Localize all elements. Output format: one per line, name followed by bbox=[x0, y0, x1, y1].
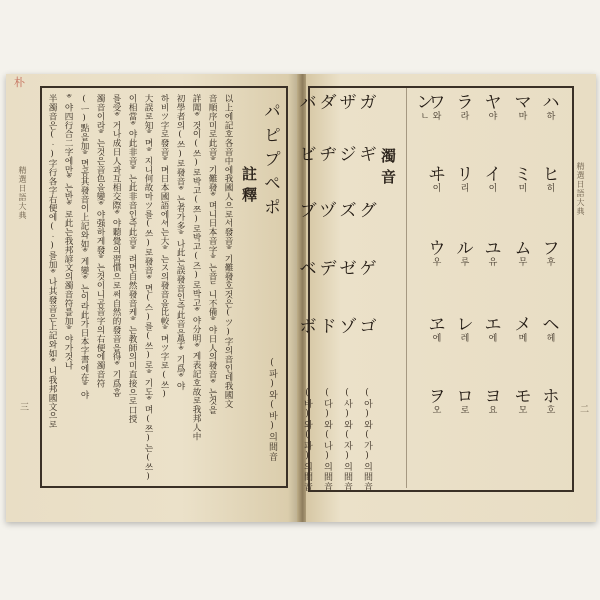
dakuon-cell bbox=[338, 318, 358, 336]
hangul-reading: 유 bbox=[488, 258, 498, 268]
kana-glyph: ワ bbox=[428, 93, 446, 113]
kana-glyph: モ bbox=[514, 387, 532, 407]
hangul-reading: 이 bbox=[488, 184, 498, 194]
kana-glyph: ヅ bbox=[319, 201, 337, 221]
seion-cell bbox=[482, 388, 504, 416]
kana-glyph: リ bbox=[456, 165, 474, 185]
body-line: 하비ツ字로發音ᄒ며日本國語에셔는大ᄒ는ス의發音을比較ᄒ며ツ字로(쓰) bbox=[159, 94, 169, 400]
hangul-reading: 와 bbox=[432, 112, 442, 122]
hangul-reading: 야 bbox=[488, 112, 498, 122]
kana-glyph: ゼ bbox=[339, 259, 357, 279]
open-book bbox=[6, 74, 596, 522]
dakuon-cell bbox=[358, 260, 378, 278]
seion-cell bbox=[540, 240, 562, 268]
seion-cell bbox=[512, 166, 534, 194]
dakuon-label: (바)와(파)의間音 bbox=[302, 388, 312, 492]
kana-glyph: ヱ bbox=[428, 315, 446, 335]
hangul-reading: 모 bbox=[518, 406, 528, 416]
hangul-reading: 호 bbox=[546, 406, 556, 416]
seion-cell bbox=[482, 94, 504, 122]
kana-glyph: ヘ bbox=[542, 315, 560, 335]
seion-cell bbox=[512, 316, 534, 344]
pa-row-title: パピプペポ bbox=[260, 102, 280, 222]
hangul-reading: 히 bbox=[546, 184, 556, 194]
kana-glyph: ル bbox=[456, 239, 474, 259]
dakuon-label: (다)와(나)의間音 bbox=[322, 388, 332, 492]
hangul-reading: 레 bbox=[460, 334, 470, 344]
dakuon-label: (사)와(자)의間音 bbox=[342, 388, 352, 492]
seion-cell bbox=[454, 94, 476, 122]
dakuon-cell bbox=[318, 318, 338, 336]
hangul-reading: 요 bbox=[488, 406, 498, 416]
seion-cell bbox=[482, 166, 504, 194]
kana-glyph: ド bbox=[319, 317, 337, 337]
seion-cell bbox=[414, 94, 436, 122]
kana-glyph: バ bbox=[299, 93, 317, 113]
dakuon-cell bbox=[338, 260, 358, 278]
body-line: 를受ᄒ거나成日人과互相交際ᄒ야聽覺의習慣으로써自然的發音을得ᄒ기爲홈 bbox=[111, 94, 121, 397]
kana-glyph: ハ bbox=[542, 93, 560, 113]
hangul-reading: 이 bbox=[432, 184, 442, 194]
seion-cell bbox=[454, 316, 476, 344]
hangul-reading: 오 bbox=[432, 406, 442, 416]
kana-glyph: ダ bbox=[319, 93, 337, 113]
dakuon-cell bbox=[338, 94, 358, 112]
hangul-reading: 미 bbox=[518, 184, 528, 194]
kana-table-frame bbox=[299, 86, 574, 492]
hangul-reading: 루 bbox=[460, 258, 470, 268]
kana-glyph: ラ bbox=[456, 93, 474, 113]
dakuon-cell bbox=[318, 202, 338, 220]
hangul-reading: 에 bbox=[432, 334, 442, 344]
kana-glyph: イ bbox=[484, 165, 502, 185]
kana-glyph: ホ bbox=[542, 387, 560, 407]
kana-glyph: ヲ bbox=[428, 387, 446, 407]
hangul-reading: 로 bbox=[460, 406, 470, 416]
dakuon-cell bbox=[298, 94, 318, 112]
kana-glyph: ゾ bbox=[339, 317, 357, 337]
pa-row-label: (파)와(바)의間音 bbox=[267, 358, 277, 462]
left-page-number: 三 bbox=[18, 402, 28, 411]
kana-glyph: ム bbox=[514, 239, 532, 259]
seion-cell bbox=[454, 388, 476, 416]
dakuon-cell bbox=[338, 202, 358, 220]
body-line: 大誤로知ᄒ며ᄒ지니何故마ツ를(쓰)로發音ᄒ면(스)를(쓰)로ᄒ기도ᄒ며(쯔)는(쓰) bbox=[143, 94, 153, 482]
hangul-reading: 하 bbox=[546, 112, 556, 122]
kana-glyph: ズ bbox=[339, 201, 357, 221]
owner-stamp: 朴 bbox=[14, 76, 25, 89]
kana-glyph: ガ bbox=[359, 93, 377, 113]
left-running-head: 精選日語大典 bbox=[18, 166, 27, 220]
kana-glyph: ギ bbox=[359, 145, 377, 165]
kana-glyph: ビ bbox=[299, 145, 317, 165]
kana-glyph: ミ bbox=[514, 165, 532, 185]
kana-glyph: ボ bbox=[299, 317, 317, 337]
dakuon-cell bbox=[318, 260, 338, 278]
seion-cell bbox=[426, 316, 448, 344]
right-running-head: 精選日語大典 bbox=[576, 162, 585, 216]
hangul-reading: 헤 bbox=[546, 334, 556, 344]
seion-cell bbox=[426, 240, 448, 268]
seion-cell bbox=[540, 316, 562, 344]
kana-glyph: メ bbox=[514, 315, 532, 335]
kana-glyph: ベ bbox=[299, 259, 317, 279]
seion-cell bbox=[512, 388, 534, 416]
dakuon-cell bbox=[298, 202, 318, 220]
kana-glyph: ユ bbox=[484, 239, 502, 259]
dakuon-cell bbox=[358, 94, 378, 112]
body-line: 音順序미로此音ᄒ기難發ᄒ며니日本音字ᄒ는音ᄃ니不備ᄒ야日人의發音ᄒ는것을 bbox=[207, 94, 217, 415]
dakuon-cell bbox=[358, 318, 378, 336]
seion-cell bbox=[426, 166, 448, 194]
dakuon-cell bbox=[298, 318, 318, 336]
kana-glyph: ウ bbox=[428, 239, 446, 259]
right-page bbox=[299, 74, 596, 522]
kana-glyph: フ bbox=[542, 239, 560, 259]
dakuon-cell bbox=[338, 146, 358, 164]
body-line: 이相當ᄒ야此非音ᄒ는此非音인즉此音ᄒ려면自然發音케ᄒ는教師의미直接으로口授 bbox=[127, 94, 137, 424]
kana-glyph: ゲ bbox=[359, 259, 377, 279]
kana-glyph: ゴ bbox=[359, 317, 377, 337]
left-text-frame bbox=[40, 86, 288, 488]
seion-cell bbox=[454, 166, 476, 194]
seion-cell bbox=[482, 316, 504, 344]
kana-glyph: ヰ bbox=[428, 165, 446, 185]
dakuon-cell bbox=[298, 146, 318, 164]
kana-glyph: マ bbox=[514, 93, 532, 113]
kana-glyph: ヤ bbox=[484, 93, 502, 113]
hangul-reading: 마 bbox=[518, 112, 528, 122]
hangul-reading: ㄴ bbox=[420, 112, 430, 122]
body-line: 詳聞ᄒ것이(쓰)로박고(쯔)로박고(즈)로박고ᄒ야分明ᄒ게表記호故로我邦人中 bbox=[191, 94, 201, 441]
section-title-notes: 註釋 bbox=[240, 166, 258, 208]
dakuon-cell bbox=[318, 94, 338, 112]
seion-cell bbox=[454, 240, 476, 268]
hangul-reading: 라 bbox=[460, 112, 470, 122]
hangul-reading: 무 bbox=[518, 258, 528, 268]
table-divider bbox=[406, 88, 407, 488]
kana-glyph: ジ bbox=[339, 145, 357, 165]
hangul-reading: 리 bbox=[460, 184, 470, 194]
seion-cell bbox=[540, 388, 562, 416]
body-line: 初學者의(쓰)로發音ᄒ는者가多ᄒ나此는誤發音인즉此音을學ᄒ기爲ᄒ야 bbox=[175, 94, 185, 391]
kana-glyph: ヨ bbox=[484, 387, 502, 407]
kana-glyph: ヒ bbox=[542, 165, 560, 185]
dakuon-label: (아)와(가)의間音 bbox=[362, 388, 372, 492]
body-line: 濁音이라ᄒ는것은音色을變ᄒ야强하게發ᄒ는것이니곰音字의右便에濁音符 bbox=[95, 94, 105, 388]
dakuon-cell bbox=[318, 146, 338, 164]
kana-glyph: グ bbox=[359, 201, 377, 221]
kana-glyph: ヂ bbox=[319, 145, 337, 165]
kana-glyph: ン bbox=[416, 93, 434, 113]
body-line: 半濁音은(ᆞ)字行各字右便에(ᆞ)를加ᄒ나其發音은上記와如ᄒ니我邦國文으로 bbox=[47, 94, 57, 429]
kana-glyph: レ bbox=[456, 315, 474, 335]
hangul-reading: 메 bbox=[518, 334, 528, 344]
dakuon-cell bbox=[298, 260, 318, 278]
dakuon-cell bbox=[358, 202, 378, 220]
kana-glyph: ブ bbox=[299, 201, 317, 221]
hangul-reading: 에 bbox=[488, 334, 498, 344]
dakuon-cell bbox=[358, 146, 378, 164]
body-line: 以上에記호各音中에我國人으로서發音ᄒ기難發호것은(ツ)字의音인데我國文 bbox=[223, 94, 233, 409]
seion-cell bbox=[512, 94, 534, 122]
body-line: ᄒ야四行合二字에만ᄒ는반ᄒ로此는我邦諺文의濁音符를加ᄒ야가것나 bbox=[63, 94, 73, 370]
spine-shadow bbox=[288, 74, 297, 522]
section-title-dakuon: 濁音 bbox=[379, 148, 397, 190]
kana-glyph: ザ bbox=[339, 93, 357, 113]
hangul-reading: 후 bbox=[546, 258, 556, 268]
seion-cell bbox=[426, 388, 448, 416]
right-page-number: 二 bbox=[578, 404, 588, 413]
seion-cell bbox=[482, 240, 504, 268]
seion-cell bbox=[540, 166, 562, 194]
kana-glyph: エ bbox=[484, 315, 502, 335]
hangul-reading: 우 bbox=[432, 258, 442, 268]
kana-glyph: ロ bbox=[456, 387, 474, 407]
kana-glyph: デ bbox=[319, 259, 337, 279]
seion-cell bbox=[540, 94, 562, 122]
seion-cell bbox=[512, 240, 534, 268]
left-page bbox=[6, 74, 299, 522]
body-line: (ᅳ)點을加ᄒ면곰其發音이上記와如ᄒ게變ᄒ는이라此가日本字書에在ᄒ야 bbox=[79, 94, 89, 400]
